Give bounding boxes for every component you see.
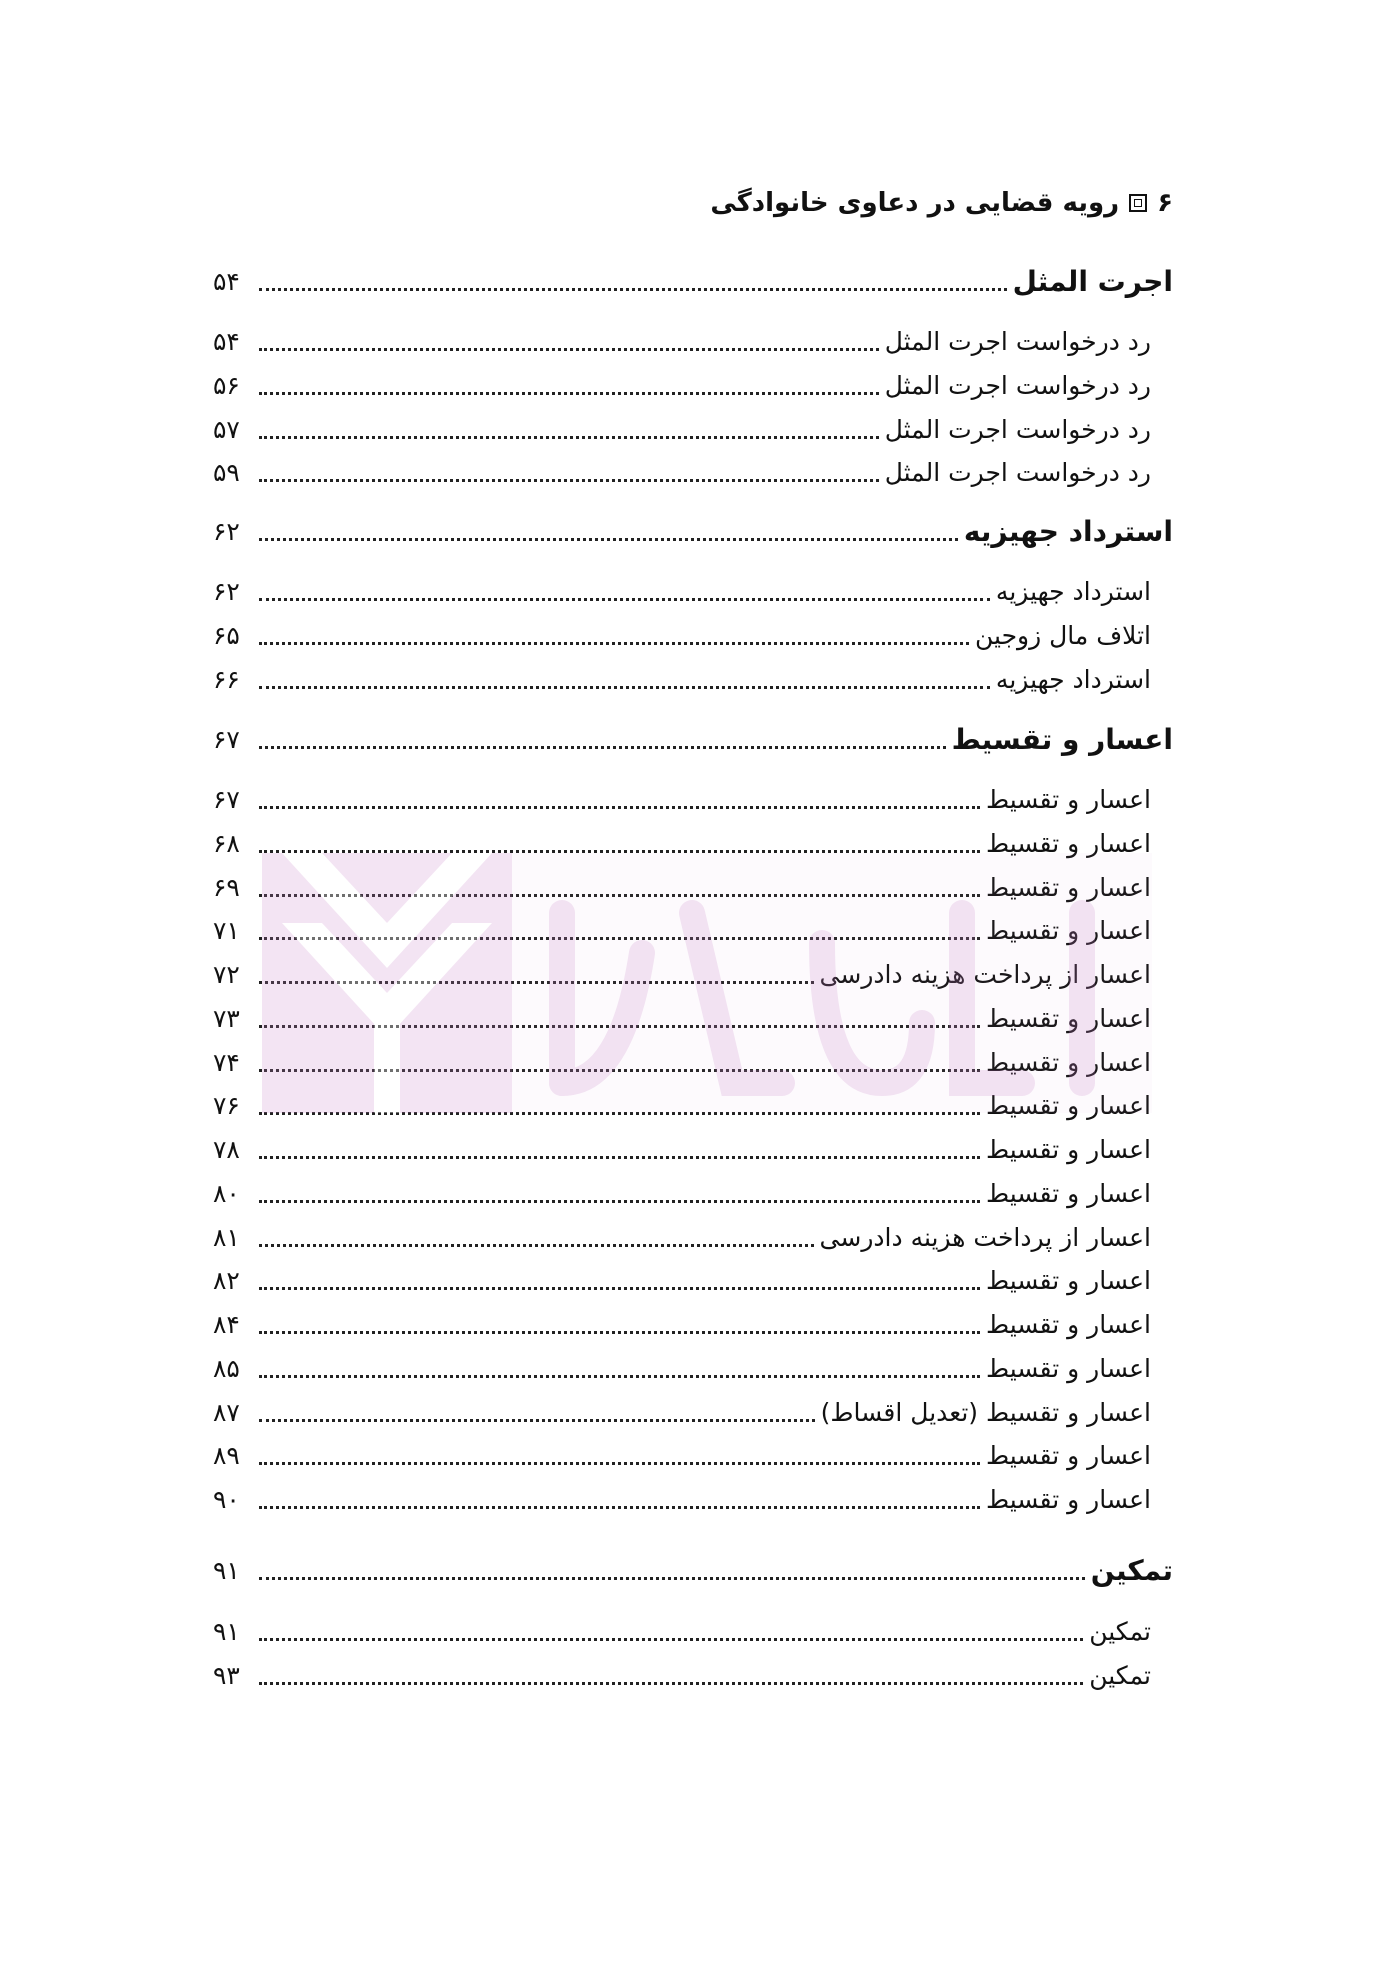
toc-section — [213, 714, 1173, 758]
toc-entry-title: تمکین — [1089, 1617, 1151, 1646]
toc-entry — [213, 1255, 1151, 1299]
toc-entry-page: ۹۳ — [213, 1660, 240, 1690]
toc-entry-title: اتلاف مال زوجین — [975, 620, 1151, 650]
toc-entry — [213, 404, 1151, 448]
dot-leader — [259, 806, 980, 809]
dot-leader — [259, 1577, 1085, 1580]
toc-entry — [213, 654, 1151, 698]
toc-entry-title: اعسار و تقسیط — [985, 1353, 1151, 1383]
dot-leader — [259, 436, 879, 439]
toc-entry — [213, 1650, 1151, 1694]
toc-entry — [213, 1212, 1151, 1256]
toc-entry-page: ۸۰ — [213, 1178, 240, 1208]
toc-section-title: تمکین — [1090, 1554, 1173, 1587]
toc-entry-title: رد درخواست اجرت المثل — [884, 458, 1151, 488]
toc-entry-title: اعسار و تقسیط — [985, 872, 1151, 902]
toc-entry — [213, 610, 1151, 654]
publisher-logo-watermark — [262, 853, 1152, 1113]
toc-entry-title: اعسار و تقسیط — [985, 1003, 1151, 1033]
toc-entry-title: اعسار و تقسیط — [985, 1266, 1151, 1296]
toc-entry-page: ۶۸ — [213, 828, 240, 858]
toc-entry-page: ۶۲ — [213, 577, 240, 606]
dot-leader — [259, 1419, 815, 1422]
toc-section — [213, 256, 1173, 300]
toc-entry — [213, 360, 1151, 404]
toc-entry-page: ۸۷ — [213, 1397, 240, 1427]
toc-entry — [213, 1168, 1151, 1212]
toc-entry-title: اعسار و تقسیط — [985, 1047, 1151, 1077]
toc-entry-page: ۷۶ — [213, 1091, 240, 1121]
dot-leader — [259, 1200, 980, 1203]
toc-entry-title: رد درخواست اجرت المثل — [884, 414, 1151, 444]
toc-entry-title: اعسار و تقسیط — [985, 1091, 1151, 1121]
toc-entry-page: ۵۶ — [213, 370, 240, 400]
toc-entry-page: ۹۰ — [213, 1485, 240, 1514]
toc-entry — [213, 316, 1151, 360]
toc-entry-page: ۷۲ — [213, 960, 240, 989]
toc-entry-title: اعسار از پرداخت هزینه دادرسی — [819, 960, 1151, 989]
toc-entry-title: تمکین — [1089, 1660, 1151, 1690]
toc-entry-page: ۹۱ — [213, 1617, 240, 1646]
dot-leader — [259, 1506, 980, 1509]
toc-entry — [213, 1343, 1151, 1387]
toc-entry-page: ۸۹ — [213, 1441, 240, 1471]
toc-entry-title: رد درخواست اجرت المثل — [884, 327, 1151, 356]
book-title: رویه قضایی در دعاوی خانوادگی — [710, 188, 1120, 218]
dot-leader — [259, 348, 879, 351]
toc-entry-page: ۸۲ — [213, 1266, 240, 1296]
dot-leader — [259, 1638, 1083, 1641]
toc-entry-page: ۶۵ — [213, 620, 240, 650]
dot-leader — [259, 642, 969, 645]
toc-entry — [213, 1299, 1151, 1343]
toc-entry-page: ۷۱ — [213, 916, 240, 946]
toc-entry-title: استرداد جهیزیه — [995, 664, 1151, 694]
toc-section — [213, 1545, 1173, 1589]
dot-leader — [259, 1331, 980, 1334]
toc-entry-title: اعسار و تقسیط — [985, 1441, 1151, 1471]
toc-entry-page: ۵۴ — [213, 327, 240, 356]
toc-section-title: استرداد جهیزیه — [963, 515, 1173, 548]
dot-leader — [259, 479, 879, 482]
dot-leader — [259, 392, 879, 395]
page-number: ۶ — [1157, 188, 1173, 218]
dot-leader — [259, 288, 1007, 291]
toc-entry-title: اعسار و تقسیط — [985, 916, 1151, 946]
toc-entry — [213, 774, 1151, 818]
toc-entry-page: ۶۹ — [213, 872, 240, 902]
toc-entry-page: ۸۵ — [213, 1353, 240, 1383]
toc-entry-page: ۷۳ — [213, 1003, 240, 1033]
dot-leader — [259, 538, 958, 541]
toc-section-page: ۹۱ — [213, 1556, 240, 1585]
toc-entry — [213, 1430, 1151, 1474]
toc-entry-page: ۷۴ — [213, 1047, 240, 1077]
dot-leader — [259, 686, 990, 689]
toc-entry-page: ۵۷ — [213, 414, 240, 444]
toc-entry-page: ۷۸ — [213, 1135, 240, 1164]
toc-entry-title: اعسار و تقسیط — [985, 1178, 1151, 1208]
toc-entry-title: استرداد جهیزیه — [995, 577, 1151, 606]
toc-section-title: اجرت المثل — [1012, 265, 1173, 298]
toc-entry — [213, 1387, 1151, 1431]
toc-entry — [213, 1474, 1151, 1518]
toc-entry-title: اعسار و تقسیط — [985, 785, 1151, 814]
toc-entry-page: ۶۷ — [213, 785, 240, 814]
toc-entry-page: ۸۱ — [213, 1222, 240, 1252]
dot-leader — [259, 1287, 980, 1290]
dot-leader — [259, 1156, 980, 1159]
toc-section-page: ۶۷ — [213, 725, 240, 754]
toc-entry-title: اعسار از پرداخت هزینه دادرسی — [819, 1222, 1151, 1252]
toc-entry — [213, 1124, 1151, 1168]
toc-entry-page: ۵۹ — [213, 458, 240, 488]
toc-entry-title: اعسار و تقسیط — [985, 1485, 1151, 1514]
toc-entry-title: اعسار و تقسیط — [985, 1135, 1151, 1164]
toc-section-title: اعسار و تقسیط — [951, 723, 1173, 756]
toc-section — [213, 506, 1173, 550]
dot-leader — [259, 1682, 1083, 1685]
dot-leader — [259, 1462, 980, 1465]
dot-leader — [259, 598, 990, 601]
dot-leader — [259, 746, 946, 749]
dot-leader — [259, 1244, 814, 1247]
toc-entry — [213, 566, 1151, 610]
toc-entry-page: ۸۴ — [213, 1310, 240, 1339]
toc-section-page: ۵۴ — [213, 267, 240, 296]
toc-section-page: ۶۲ — [213, 517, 240, 546]
toc-entry-title: اعسار و تقسیط — [985, 828, 1151, 858]
toc-entry-title: رد درخواست اجرت المثل — [884, 370, 1151, 400]
toc-entry-page: ۶۶ — [213, 664, 240, 694]
toc-entry-title: اعسار و تقسیط (تعدیل اقساط) — [820, 1397, 1151, 1427]
toc-entry-title: اعسار و تقسیط — [985, 1310, 1151, 1339]
toc-entry — [213, 447, 1151, 491]
toc-entry — [213, 1606, 1151, 1650]
dot-leader — [259, 1375, 980, 1378]
